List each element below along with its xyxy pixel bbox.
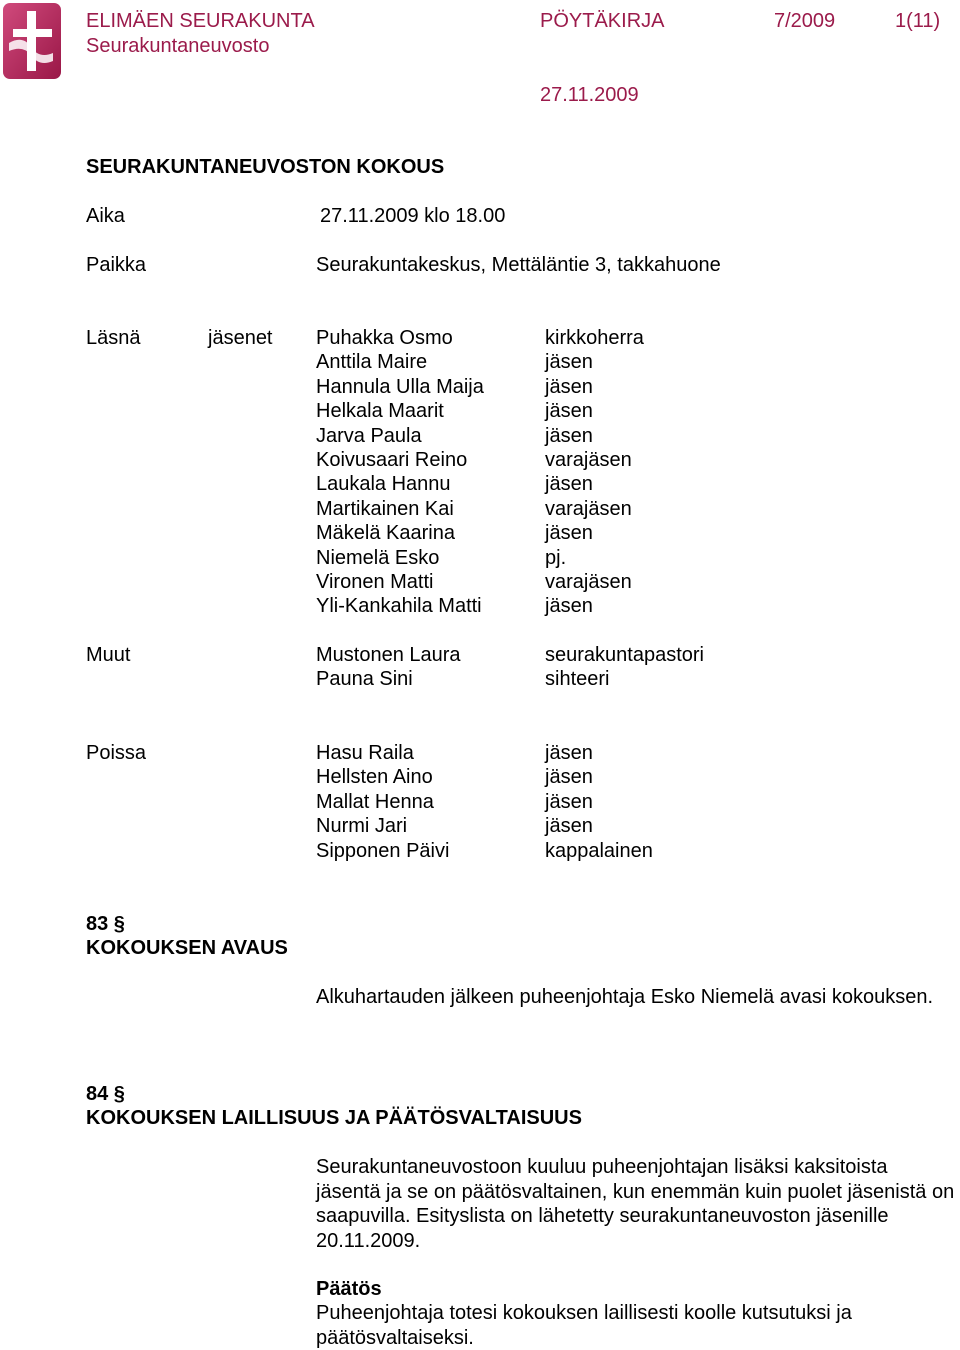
member-role: kappalainen <box>545 839 653 862</box>
member-role: seurakuntapastori <box>545 644 704 666</box>
present-label: Läsnä <box>86 327 141 349</box>
section-text: Seurakuntaneuvostoon kuuluu puheenjohtajan lisäksi kaksitoista jäsentä ja se on päätösvaltainen, kun enemmän kuin puolet jäsenistä on saapuvilla. Esityslista on lähetetty seurakuntaneuvoston jäsenille 20.11.2009. <box>316 1156 955 1252</box>
section-number: 84 § <box>86 1083 125 1105</box>
member-role: jäsen <box>545 815 593 838</box>
present-roles <box>545 326 644 619</box>
member-role: jäsen <box>545 790 593 813</box>
present-sublabel: jäsenet <box>208 327 273 349</box>
doc-number: 7/2009 <box>774 10 836 32</box>
church-cross-logo-icon <box>3 3 61 79</box>
member-role: jäsen <box>545 400 593 423</box>
member-name: Martikainen Kai <box>316 497 454 520</box>
section-number: 83 § <box>86 913 125 935</box>
org-name: ELIMÄEN SEURAKUNTA <box>86 10 315 32</box>
member-role: sihteeri <box>545 668 610 691</box>
member-name: Laukala Hannu <box>316 473 451 496</box>
absent-roles <box>545 741 653 863</box>
member-role: varajäsen <box>545 570 632 593</box>
member-role: jäsen <box>545 522 593 545</box>
section-title: KOKOUKSEN LAILLISUUS JA PÄÄTÖSVALTAISUUS <box>86 1107 582 1129</box>
member-role: jäsen <box>545 424 593 447</box>
present-names <box>316 326 484 619</box>
place-label: Paikka <box>86 254 147 276</box>
decision-text: Puheenjohtaja totesi kokouksen laillisesti koolle kutsutuksi ja päätösvaltaiseksi. <box>316 1302 852 1349</box>
member-name: Mäkelä Kaarina <box>316 522 455 545</box>
doc-type: PÖYTÄKIRJA <box>540 10 665 32</box>
member-name: Mallat Henna <box>316 790 434 813</box>
member-role: pj. <box>545 546 567 569</box>
member-name: Anttila Maire <box>316 351 428 374</box>
time-value: 27.11.2009 klo 18.00 <box>320 205 506 227</box>
others-label: Muut <box>86 644 131 666</box>
member-name: Puhakka Osmo <box>316 327 453 349</box>
member-role: jäsen <box>545 766 593 789</box>
member-name: Hasu Raila <box>316 742 414 764</box>
org-body: Seurakuntaneuvosto <box>86 35 270 57</box>
member-name: Niemelä Esko <box>316 546 440 569</box>
member-name: Yli-Kankahila Matti <box>316 595 482 618</box>
member-name: Nurmi Jari <box>316 815 408 838</box>
member-name: Hannula Ulla Maija <box>316 375 484 398</box>
time-label: Aika <box>86 205 125 227</box>
member-name: Mustonen Laura <box>316 644 461 666</box>
others-names <box>316 643 461 692</box>
absent-label: Poissa <box>86 742 147 764</box>
absent-names <box>316 741 449 863</box>
member-name: Helkala Maarit <box>316 400 444 423</box>
member-name: Hellsten Aino <box>316 766 433 789</box>
member-role: kirkkoherra <box>545 327 644 349</box>
doc-date: 27.11.2009 <box>540 84 639 106</box>
section-title: KOKOUKSEN AVAUS <box>86 937 288 959</box>
member-role: varajäsen <box>545 497 632 520</box>
section-text: Alkuhartauden jälkeen puheenjohtaja Esko Niemelä avasi kokouksen. <box>316 986 934 1008</box>
decision-label: Päätös <box>316 1278 382 1300</box>
member-role: jäsen <box>545 595 593 618</box>
page-number: 1(11) <box>895 10 941 32</box>
member-role: jäsen <box>545 473 593 496</box>
meeting-title: SEURAKUNTANEUVOSTON KOKOUS <box>86 156 445 178</box>
member-name: Vironen Matti <box>316 570 434 593</box>
member-name: Jarva Paula <box>316 424 422 447</box>
member-name: Pauna Sini <box>316 668 413 691</box>
member-name: Sipponen Päivi <box>316 839 450 862</box>
member-role: varajäsen <box>545 448 632 471</box>
member-role: jäsen <box>545 351 593 374</box>
member-name: Koivusaari Reino <box>316 448 468 471</box>
member-role: jäsen <box>545 742 593 764</box>
others-roles <box>545 643 704 692</box>
member-role: jäsen <box>545 375 593 398</box>
place-value: Seurakuntakeskus, Mettäläntie 3, takkahuone <box>316 254 721 276</box>
